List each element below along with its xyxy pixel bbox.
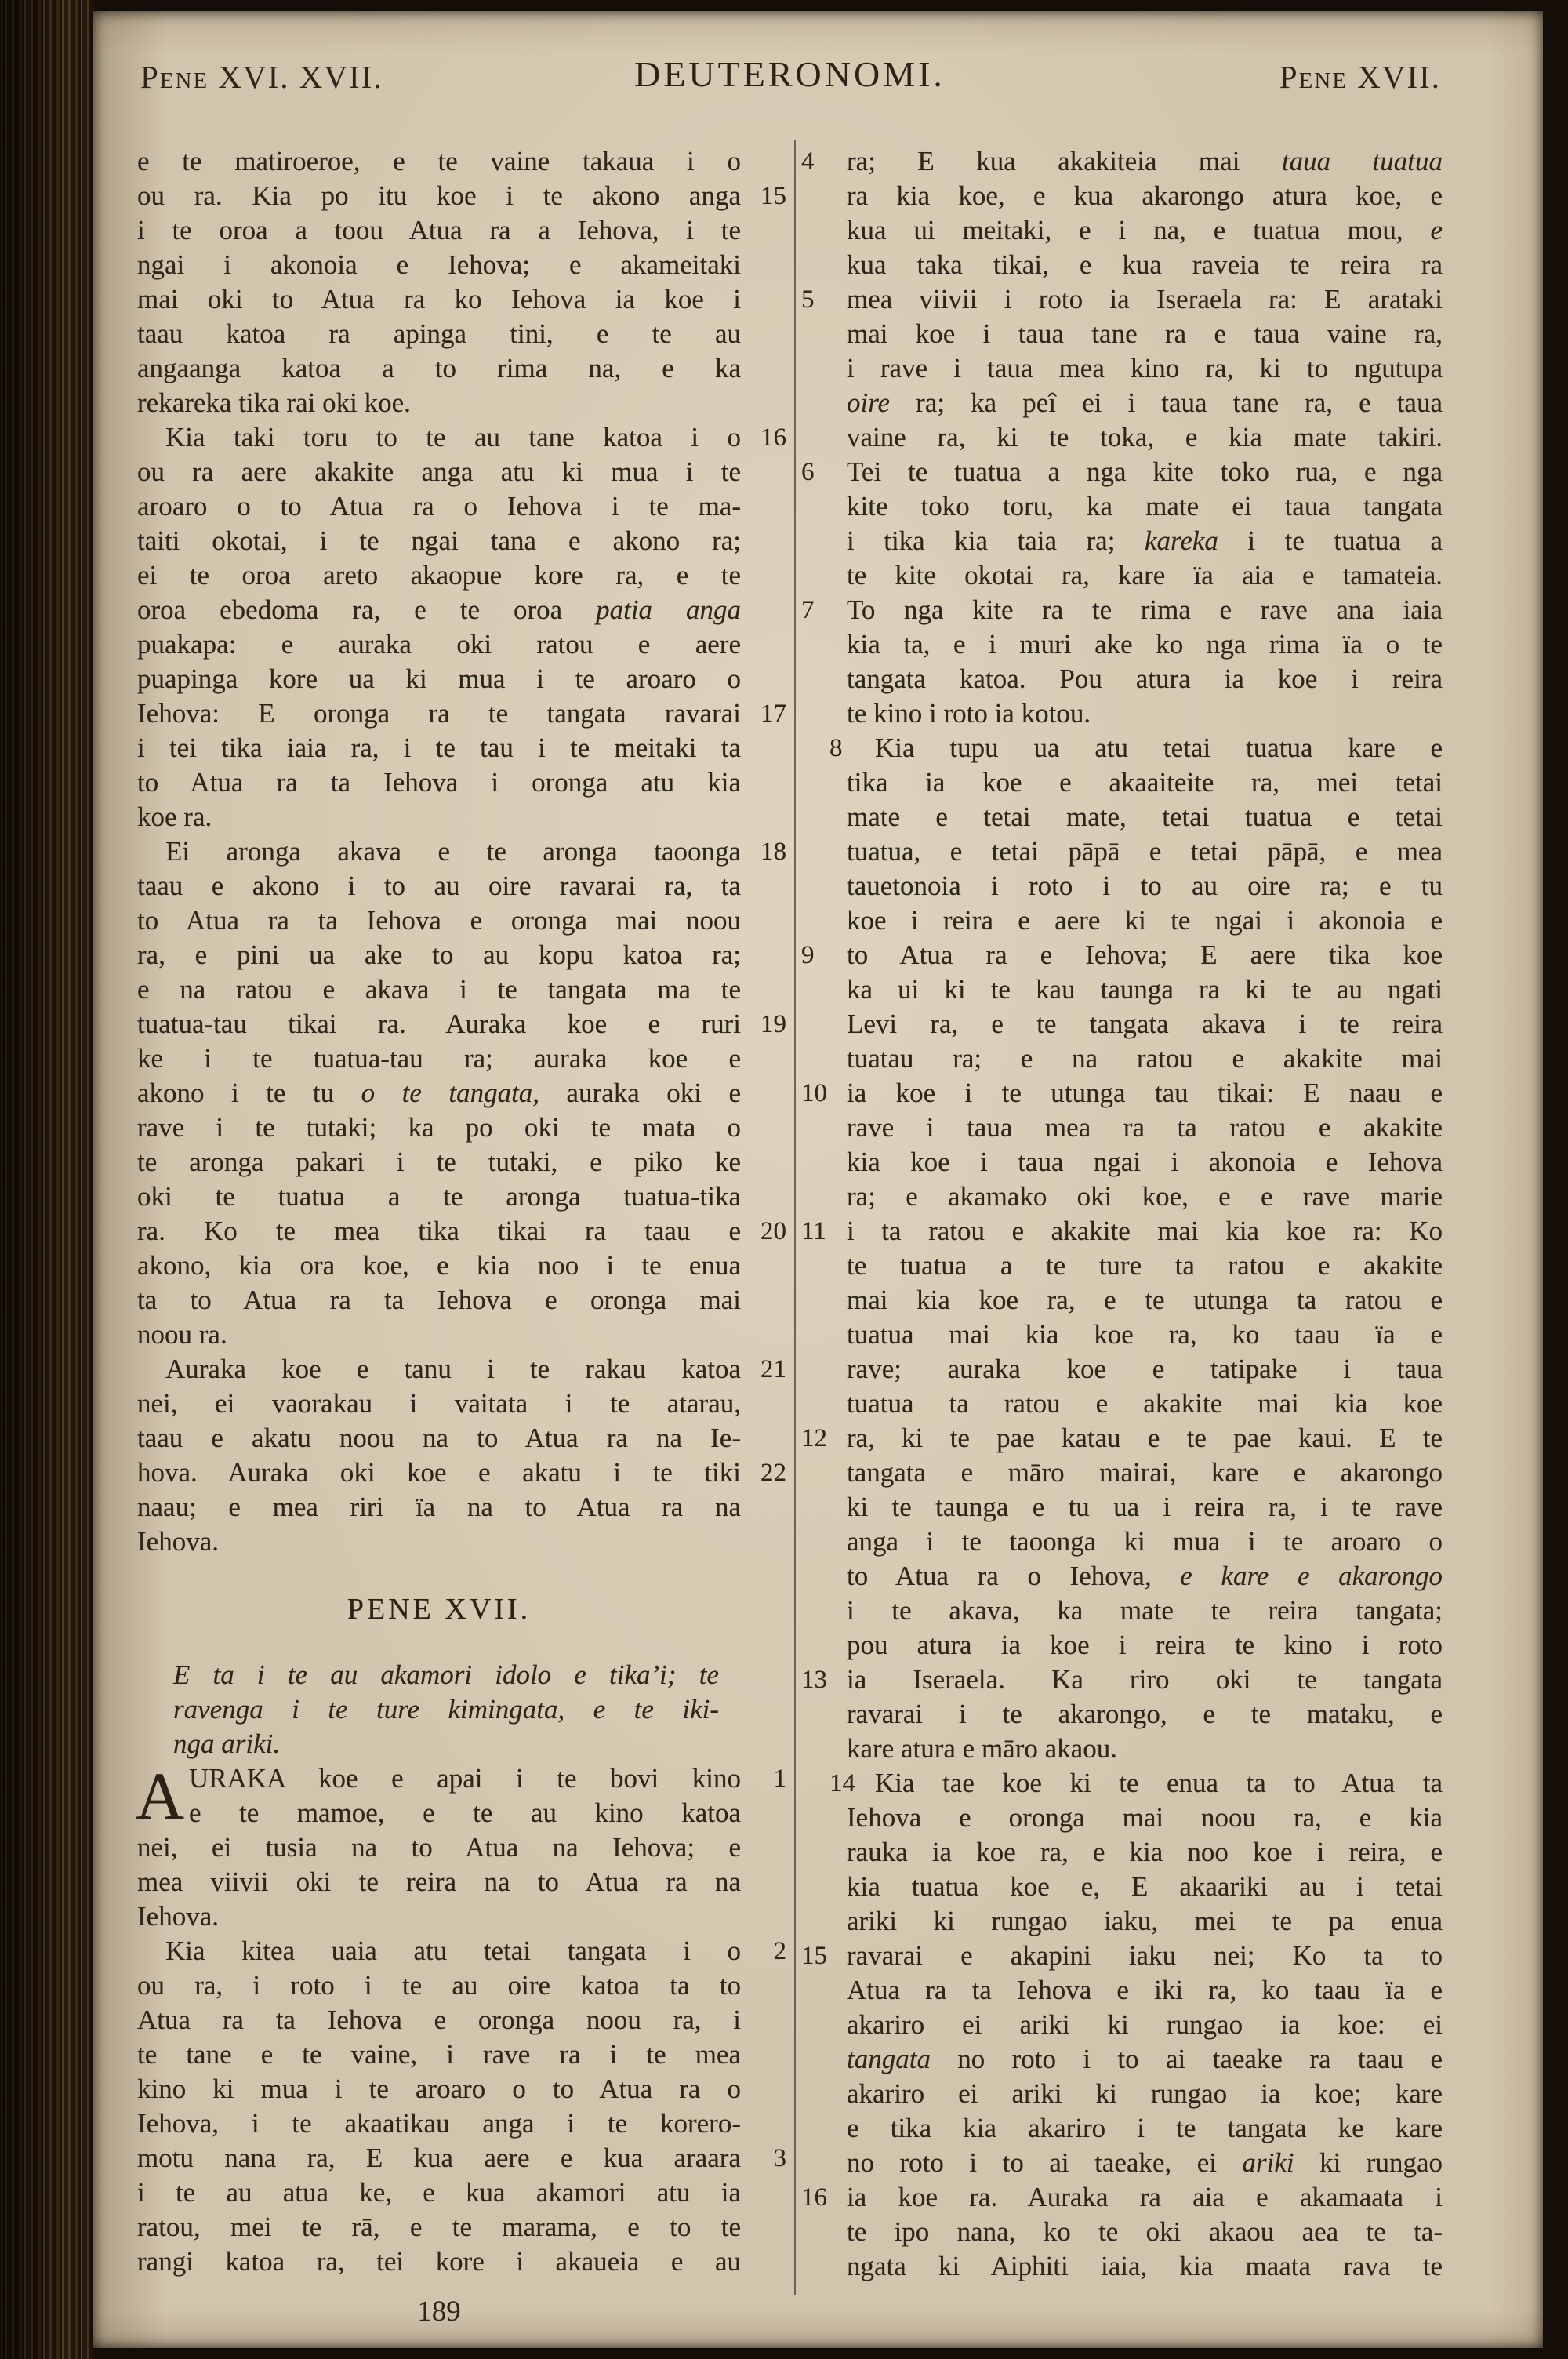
text-line: Levi ra, e te tangata akava i te reira: [847, 1009, 1443, 1039]
text-line: e na ratou e akava i te tangata ma te: [137, 974, 741, 1005]
text-line: ia koe ra. Auraka ra aia e akamaata i 16: [847, 2180, 1443, 2215]
text-line: rangi katoa ra, tei kore i akaueia e au: [137, 2246, 741, 2277]
text-line: ei te oroa areto akaopue kore ra, e te: [137, 560, 741, 591]
text-line: naau; e mea riri ïa na to Atua ra na: [137, 1492, 741, 1522]
verse-number: 15: [760, 182, 786, 210]
text-line: e te mamoe, e te au kino katoa: [189, 1797, 741, 1828]
text-line: ke i te tuatua-tau ra; auraka koe e: [137, 1043, 741, 1074]
text-line: mate e tetai mate, tetai tuatua e tetai: [847, 801, 1443, 832]
text-line: oire ra; ka peî ei i taua tane ra, e taua: [847, 387, 1443, 418]
text-line: tika ia koe e akaaiteite ra, mei tetai: [847, 767, 1443, 798]
book-binding: [0, 0, 93, 2359]
text-line: ou ra. Kia po itu koe i te akono anga 15: [137, 179, 741, 213]
text-line: akono, kia ora koe, e kia noo i te enua: [137, 1250, 741, 1281]
text-line: ra kia koe, e kua akarongo atura koe, e: [847, 180, 1443, 211]
page-content: [136, 54, 1443, 2332]
verse-number: 9: [801, 941, 815, 969]
running-head-right: Pene XVII.: [1279, 59, 1441, 95]
verse-number: 10: [801, 1079, 827, 1107]
text-line: Atua ra ta Iehova e oronga noou ra, i: [137, 2005, 741, 2035]
text-line: mea viivii oki te reira na to Atua ra na: [137, 1866, 741, 1897]
text-line: noou ra.: [137, 1319, 227, 1350]
text-line: kino ki mua i te aroaro o to Atua ra o: [137, 2074, 741, 2104]
text-line: rave; auraka koe e tatipake i taua: [847, 1354, 1443, 1384]
text-line: angaanga katoa a to rima na, e ka: [137, 353, 741, 383]
text-line: ra, e pini ua ake to au kopu katoa ra;: [137, 940, 741, 970]
verse-number: 22: [760, 1459, 786, 1487]
text-line: to Atua ra e Iehova; E aere tika koe 9: [847, 938, 1443, 972]
text-line: Iehova: E oronga ra te tangata ravarai 17: [137, 696, 741, 731]
verse-number: 5: [801, 285, 815, 314]
text-line: koe i reira e aere ki te ngai i akonoia e: [847, 905, 1443, 936]
text-line: ka ui ki te kau taunga ra ki te au ngati: [847, 974, 1443, 1005]
verse-number: 20: [760, 1217, 786, 1245]
chapter-summary-line: nga ariki.: [173, 1728, 281, 1759]
text-line: tuatau ra; e na ratou e akakite mai: [847, 1043, 1443, 1074]
text-line: te ipo nana, ko te oki akaou aea te ta-: [847, 2216, 1443, 2247]
verse-number: 16: [801, 2183, 827, 2212]
verse-number: 8: [829, 734, 843, 762]
text-line: pou atura ia koe i reira te kino i roto: [847, 1630, 1443, 1660]
text-line: ra, ki te pae katau e te pae kaui. E te 12: [847, 1421, 1443, 1456]
text-line: ra; E kua akakiteia mai taua tuatua 4: [847, 144, 1443, 179]
chapter-heading: PENE XVII.: [347, 1593, 532, 1626]
text-line: motu nana ra, E kua aere e kua araara 3: [137, 2141, 741, 2175]
verse-number: 21: [760, 1355, 786, 1383]
text-line: no roto i to ai taeake, ei ariki ki rungao: [847, 2147, 1443, 2178]
text-line: ravarai e akapini iaku nei; Ko ta to 15: [847, 1939, 1443, 1973]
verse-number: 15: [801, 1942, 827, 1970]
text-line: Iehova.: [137, 1526, 219, 1557]
text-line: Tei te tuatua a nga kite toko rua, e nga 6: [847, 455, 1443, 489]
text-line: kia ta, e i muri ake ko nga rima ïa o te: [847, 629, 1443, 660]
text-line: nei, ei tusia na to Atua na Iehova; e: [137, 1832, 741, 1863]
text-line: ngata ki Aiphiti iaia, kia maata rava te: [847, 2251, 1443, 2281]
text-line: tuatua mai kia koe ra, ko taau ïa e: [847, 1319, 1443, 1350]
text-line: tangata no roto i to ai taeake ra taau e: [847, 2044, 1443, 2074]
text-line: ki te taunga e tu ua i reira ra, i te rave: [847, 1492, 1443, 1522]
text-line: akariro ei ariki ki rungao ia koe: ei: [847, 2009, 1443, 2040]
left-column: [136, 144, 786, 2279]
verse-number: 11: [801, 1217, 826, 1245]
chapter-summary-line: E ta i te au akamori idolo e tika’i; te: [173, 1659, 719, 1690]
verse-number: 1: [773, 1765, 786, 1793]
page-number: 189: [417, 2295, 461, 2328]
text-line: vaine ra, ki te toka, e kia mate takiri.: [847, 422, 1443, 453]
text-line: taiti okotai, i te ngai tana e akono ra;: [137, 525, 741, 556]
text-line: i te akava, ka mate te reira tangata;: [847, 1595, 1443, 1626]
text-line: ratou, mei te rā, e te marama, e to te: [137, 2212, 741, 2242]
verse-number: 3: [773, 2144, 786, 2172]
text-line: akono i te tu o te tangata, auraka oki e: [137, 1078, 741, 1108]
verse-number: 19: [760, 1010, 786, 1038]
text-line: ariki ki rungao iaku, mei te pa enua: [847, 1906, 1443, 1936]
verse-number: 2: [773, 1937, 786, 1965]
text-line: te aronga pakari i te tutaki, e piko ke: [137, 1147, 741, 1177]
running-head-left: Pene XVI. XVII.: [140, 59, 383, 95]
running-head: [137, 54, 1443, 108]
text-line: anga i te taoonga ki mua i te aroaro o: [847, 1526, 1443, 1557]
verse-number: 12: [801, 1424, 827, 1452]
text-line: Auraka koe e tanu i te rakau katoa 21: [137, 1352, 741, 1387]
text-line: tuatua-tau tikai ra. Auraka koe e ruri 19: [137, 1007, 741, 1041]
text-line: taau e akono i to au oire ravarai ra, ta: [137, 871, 741, 901]
verse-number: 4: [801, 147, 815, 176]
text-line: ou ra, i roto i te au oire katoa ta to: [137, 1970, 741, 2001]
text-line: Iehova.: [137, 1901, 219, 1932]
text-line: kua ui meitaki, e i na, e tuatua mou, e: [847, 215, 1443, 245]
running-head-center: DEUTERONOMI.: [634, 54, 946, 94]
text-line: mai oki to Atua ra ko Iehova ia koe i: [137, 284, 741, 314]
drop-cap: A: [136, 1758, 185, 1834]
text-line: akariro ei ariki ki rungao ia koe; kare: [847, 2078, 1443, 2109]
verse-number: 13: [801, 1666, 827, 1694]
text-line: To nga kite ra te rima e rave ana iaia 7: [847, 593, 1443, 627]
text-line: rekareka tika rai oki koe.: [137, 387, 411, 418]
text-line: Kia tae koe ki te enua ta to Atua ta 14: [847, 1766, 1443, 1801]
text-line: e te matiroeroe, e te vaine takaua i o: [137, 146, 741, 176]
text-line: Atua ra ta Iehova e iki ra, ko taau ïa e: [847, 1975, 1443, 2005]
text-line: i ta ratou e akakite mai kia koe ra: Ko 11: [847, 1214, 1443, 1249]
text-line: te tuatua a te ture ta ratou e akakite: [847, 1250, 1443, 1281]
text-line: aroaro o to Atua ra o Iehova i te ma-: [137, 491, 741, 522]
right-column: [801, 144, 1443, 2284]
text-line: rave i te tutaki; ka po oki te mata o: [137, 1112, 741, 1143]
verse-number: 18: [760, 838, 786, 866]
verse-number: 17: [760, 700, 786, 728]
text-line: mea viivii i roto ia Iseraela ra: E arataki 5: [847, 282, 1443, 317]
text-line: A URAKA koe e apai i te bovi kino 1: [136, 1758, 786, 1834]
text-line: koe ra.: [137, 801, 212, 832]
text-line: mai kia koe ra, e te utunga ta ratou e: [847, 1285, 1443, 1315]
text-line: te tane e te vaine, i rave ra i te mea: [137, 2039, 741, 2070]
text-line: nei, ei vaorakau i vaitata i te atarau,: [137, 1388, 741, 1419]
text-line: puapinga kore ua ki mua i te aroaro o: [137, 663, 741, 694]
text-line: kare atura e māro akaou.: [847, 1733, 1117, 1764]
text-line: ra; e akamako oki koe, e e rave marie: [847, 1181, 1443, 1212]
text-line: rauka ia koe ra, e kia noo koe i reira, e: [847, 1837, 1443, 1867]
text-line: oki te tuatua a te aronga tuatua-tika: [137, 1181, 741, 1212]
text-line: i tei tika iaia ra, i te tau i te meitaki ta: [137, 732, 741, 763]
text-line: i tika kia taia ra; kareka i te tuatua a: [847, 525, 1443, 556]
text-line: ravarai i te akarongo, e te mataku, e: [847, 1699, 1443, 1729]
text-line: e tika kia akariro i te tangata ke kare: [847, 2113, 1443, 2143]
text-line: ta to Atua ra ta Iehova e oronga mai: [137, 1285, 741, 1315]
text-line: i te oroa a toou Atua ra a Iehova, i te: [137, 215, 741, 245]
column-divider: [794, 140, 796, 2295]
text-line: kia koe i taua ngai i akonoia e Iehova: [847, 1147, 1443, 1177]
text-line: oroa ebedoma ra, e te oroa patia anga: [137, 594, 741, 625]
text-line: to Atua ra o Iehova, e kare e akarongo: [847, 1561, 1443, 1591]
text-line: Iehova, i te akaatikau anga i te korero-: [137, 2108, 741, 2139]
text-line: te kite okotai ra, kare ïa aia e tamateia.: [847, 560, 1443, 591]
text-line: ou ra aere akakite anga atu ki mua i te: [137, 456, 741, 487]
text-line: kite toko toru, ka mate ei taua tangata: [847, 491, 1443, 522]
text-line: hova. Auraka oki koe e akatu i te tiki 22: [137, 1456, 741, 1490]
chapter-summary-line: ravenga i te ture kimingata, e te iki-: [173, 1694, 719, 1725]
text-line: ia Iseraela. Ka riro oki te tangata 13: [847, 1663, 1443, 1697]
text-line: Kia tupu ua atu tetai tuatua kare e 8: [847, 731, 1443, 765]
text-line: te kino i roto ia kotou.: [847, 698, 1091, 729]
text-line: ngai i akonoia e Iehova; e akameitaki: [137, 249, 741, 280]
text-line: mai koe i taua tane ra e taua vaine ra,: [847, 318, 1443, 349]
text-line: tangata e māro mairai, kare e akarongo: [847, 1457, 1443, 1488]
text-line: Kia taki toru to te au tane katoa i o 16: [137, 420, 741, 455]
text-line: kua taka tikai, e kua raveia te reira ra: [847, 249, 1443, 280]
text-line: kia tuatua koe e, E akaariki au i tetai: [847, 1871, 1443, 1902]
verse-number: 16: [760, 423, 786, 452]
text-line: i rave i taua mea kino ra, ki to ngutupa: [847, 353, 1443, 383]
text-line: puakapa: e auraka oki ratou e aere: [137, 629, 741, 660]
text-line: ia koe i te utunga tau tikai: E naau e 10: [847, 1076, 1443, 1110]
text-line: taau katoa ra apinga tini, e te au: [137, 318, 741, 349]
text-line: to Atua ra ta Iehova i oronga atu kia: [137, 767, 741, 798]
book-page: [93, 11, 1543, 2348]
text-line: ra. Ko te mea tika tikai ra taau e 20: [137, 1214, 741, 1249]
text-line: rave i taua mea ra ta ratou e akakite: [847, 1112, 1443, 1143]
text-line: Ei aronga akava e te aronga taoonga 18: [137, 834, 741, 869]
text-line: tuatua, e tetai pāpā e tetai pāpā, e mea: [847, 836, 1443, 867]
text-line: to Atua ra ta Iehova e oronga mai noou: [137, 905, 741, 936]
verse-number: 6: [801, 458, 815, 486]
text-line: i te au atua ke, e kua akamori atu ia: [137, 2177, 741, 2208]
verse-number: 7: [801, 596, 815, 624]
text-line: taau e akatu noou na to Atua ra na Ie-: [137, 1423, 741, 1453]
text-line: tangata katoa. Pou atura ia koe i reira: [847, 663, 1443, 694]
text-line: Kia kitea uaia atu tetai tangata i o 2: [137, 1934, 741, 1968]
text-line: Iehova e oronga mai noou ra, e kia: [847, 1802, 1443, 1833]
text-line: tauetonoia i roto i to au oire ra; e tu: [847, 871, 1443, 901]
verse-number: 14: [829, 1769, 855, 1797]
text-line: tuatua ta ratou e akakite mai kia koe: [847, 1388, 1443, 1419]
